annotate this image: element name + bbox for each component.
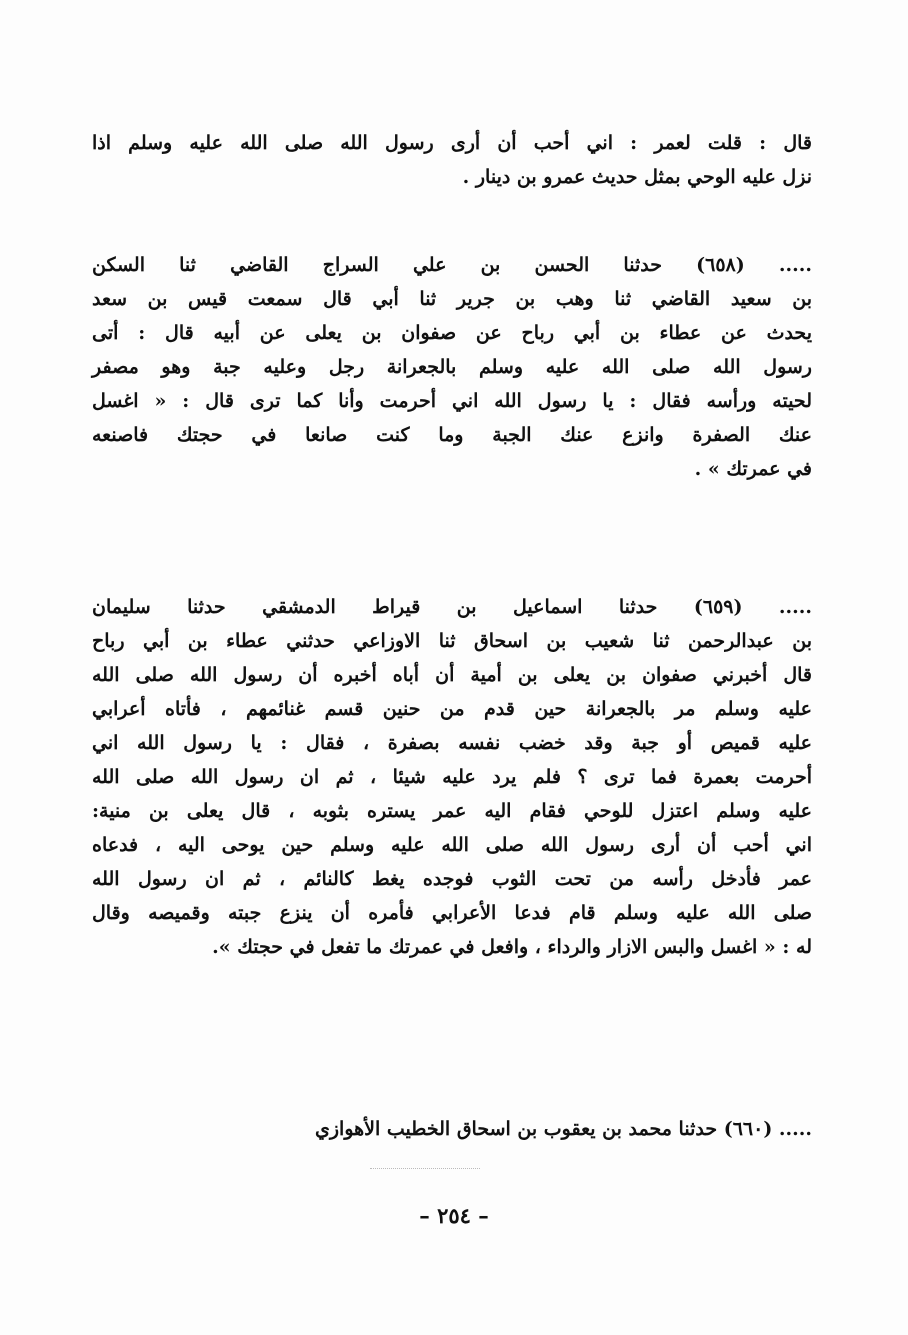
text-line: في عمرتك » . [694, 458, 812, 480]
text-line: ..... (٦٥٩) حدثنا اسماعيل بن قيراط الدمشقي حدثنا سليمان [92, 596, 813, 618]
paragraph-hadith-658 [92, 248, 812, 486]
paragraph-hadith-659 [92, 590, 812, 964]
paragraph-hadith-660 [92, 1112, 812, 1146]
text-line: لحيته ورأسه فقال : يا رسول الله اني أحرمت وأنا كما ترى قال : « اغسل [92, 390, 812, 412]
text-line: ..... (٦٦٠) حدثنا محمد بن يعقوب بن اسحاق الخطيب الأهوازي [315, 1118, 812, 1140]
text-line: صلى الله عليه وسلم قام فدعا الأعرابي فأمره أن ينزع جبته وقميصه وقال [92, 902, 812, 924]
text-line: يحدث عن عطاء بن أبي رباح عن صفوان بن يعلى عن أبيه قال : أتى [92, 322, 812, 344]
text-line: عمر فأدخل رأسه من تحت الثوب فوجده يغط كالنائم ، ثم ان رسول الله [92, 868, 812, 890]
separator-rule [370, 1168, 480, 1169]
text-line: رسول الله صلى الله عليه وسلم بالجعرانة رجل وعليه جبة وهو مصفر [92, 356, 812, 378]
text-line: أحرمت بعمرة فما ترى ؟ فلم يرد عليه شيئا ، ثم ان رسول الله صلى الله [92, 766, 812, 788]
text-line: نزل عليه الوحي بمثل حديث عمرو بن دينار . [462, 166, 812, 188]
text-line: عليه قميص أو جبة وقد خضب نفسه بصفرة ، فقال : يا رسول الله اني [92, 732, 812, 754]
text-line: عليه وسلم اعتزل للوحي فقام اليه عمر يستره بثوبه ، قال يعلى بن منية: [92, 800, 812, 822]
text-line: بن عبدالرحمن ثنا شعيب بن اسحاق ثنا الاوزاعي حدثني عطاء بن أبي رباح [92, 630, 812, 652]
text-line: قال : قلت لعمر : اني أحب أن أرى رسول الله صلى الله عليه وسلم اذا [92, 132, 812, 154]
text-line: له : « اغسل والبس الازار والرداء ، وافعل في عمرتك ما تفعل في حجتك ». [212, 936, 812, 958]
text-line: قال أخبرني صفوان بن يعلى بن أمية أن أباه أخبره أن رسول الله صلى الله [92, 664, 812, 686]
text-line: عنك الصفرة وانزع عنك الجبة وما كنت صانعا في حجتك فاصنعه [92, 424, 812, 446]
page-number: – ٢٥٤ – [419, 1203, 489, 1228]
text-line: اني أحب أن أرى رسول الله صلى الله عليه وسلم حين يوحى اليه ، فدعاه [92, 834, 812, 856]
text-line: ..... (٦٥٨) حدثنا الحسن بن علي السراج القاضي ثنا السكن [92, 254, 812, 276]
paragraph-intro [92, 126, 812, 194]
text-line: بن سعيد القاضي ثنا وهب بن جرير ثنا أبي قال سمعت قيس بن سعد [92, 288, 812, 310]
text-line: عليه وسلم مر بالجعرانة حين قدم من حنين قسم غنائمهم ، فأتاه أعرابي [92, 698, 812, 720]
